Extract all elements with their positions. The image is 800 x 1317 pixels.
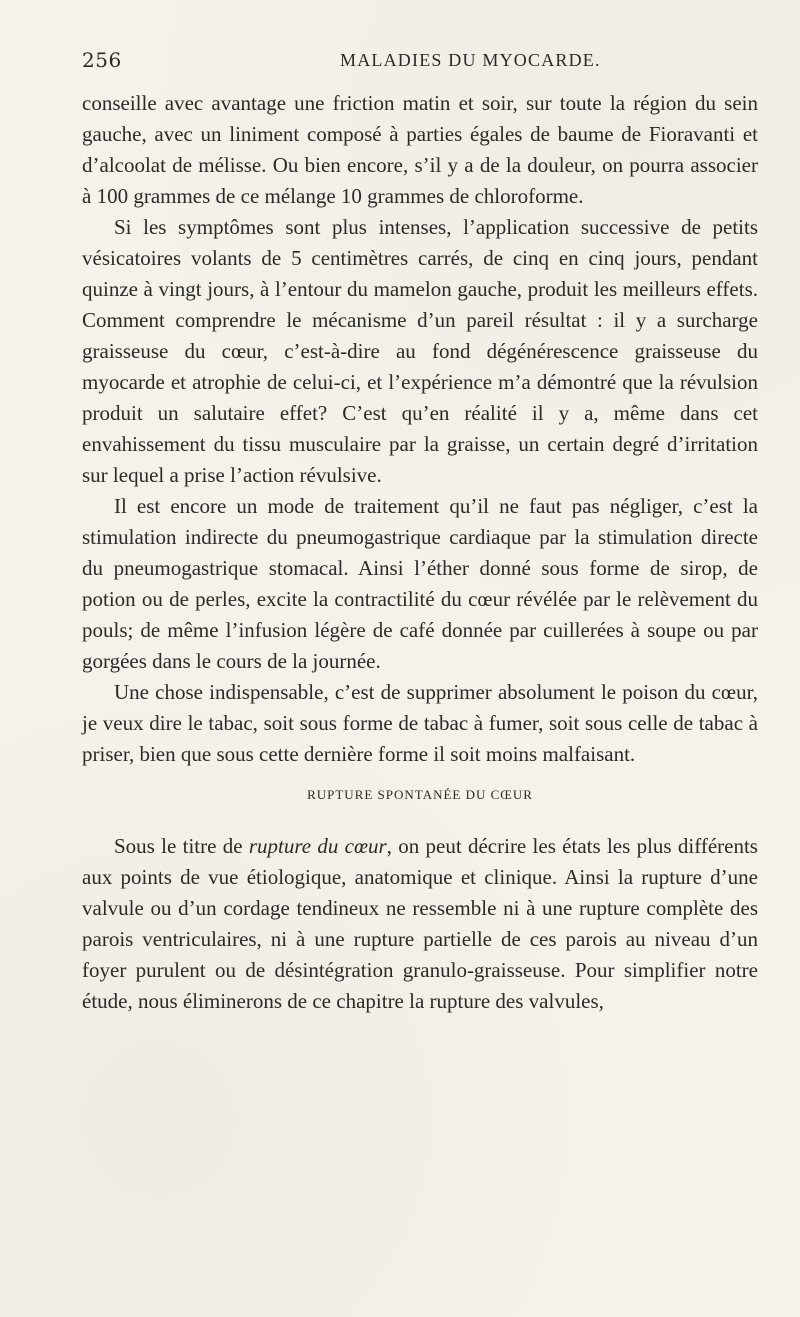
page-header <box>82 48 758 78</box>
paragraph-vesicatoires: Si les symptômes sont plus intenses, l’application successive de petits vésicatoires volants de 5 centimètres carrés, de cinq en cinq jours, pendant quinze à vingt jours, à l’entour du mamelon gauche, produit les meilleurs effets. Comment comprendre le mécanisme d’un pareil résultat : il y a surcharge graisseuse du cœur, c’est-à-dire au fond dégénérescence graisseuse du myocarde et atrophie de celui-ci, et l’expérience m’a démontré que la révulsion produit un salutaire effet? C’est qu’en réalité il y a, même dans cet envahissement du tissu musculaire par la graisse, un certain degré d’irritation sur lequel a prise l’action révulsive. <box>82 215 758 487</box>
paragraph-tabac: Une chose indispensable, c’est de supprimer absolument le poison du cœur, je veux dire le tabac, soit sous forme de tabac à fumer, soit sous celle de tabac à priser, bien que sous cette dernière forme il soit moins malfaisant. <box>82 680 758 766</box>
running-title: MALADIES DU MYOCARDE. <box>340 50 601 70</box>
main-text-top <box>82 88 758 770</box>
section-heading: RUPTURE SPONTANÉE DU CŒUR <box>307 787 533 802</box>
main-text-bottom <box>82 831 758 1017</box>
paragraph-rupture <box>82 831 758 1017</box>
paragraph-continuation: conseille avec avantage une friction matin et soir, sur toute la région du sein gauche, avec un liniment composé à parties égales de baume de Fioravanti et d’alcoolat de mélisse. Ou bien encore, s’il y a de la douleur, on pourra associer à 100 grammes de ce mélange 10 grammes de chloroforme. <box>82 91 758 208</box>
page-number: 256 <box>82 48 122 72</box>
rupture-title-italic: rupture du cœur <box>248 834 387 858</box>
rupture-rest: , on peut décrire les états les plus différents aux points de vue étiologique, anatomique et clinique. Ainsi la rupture d’une valvule ou d’un cordage tendineux ne ressemble ni à une rupture complète des parois ventriculaires, ni à une rupture partielle de ces parois au niveau d’un foyer purulent ou de désintégration granulo-graisseuse. Pour simplifier notre étude, nous éliminerons de ce chapitre la rupture des valvules, <box>82 834 758 1013</box>
paragraph-stimulation: Il est encore un mode de traitement qu’il ne faut pas négliger, c’est la stimulation indirecte du pneumogastrique cardiaque par la stimulation directe du pneumogastrique stomacal. Ainsi l’éther donné sous forme de sirop, de potion ou de perles, excite la contractilité du cœur révélée par le relèvement du pouls; de même l’infusion légère de café donnée par cuillerées à soupe ou par gorgées dans le cours de la journée. <box>82 494 758 673</box>
rupture-prefix: Sous le titre de <box>114 834 249 858</box>
